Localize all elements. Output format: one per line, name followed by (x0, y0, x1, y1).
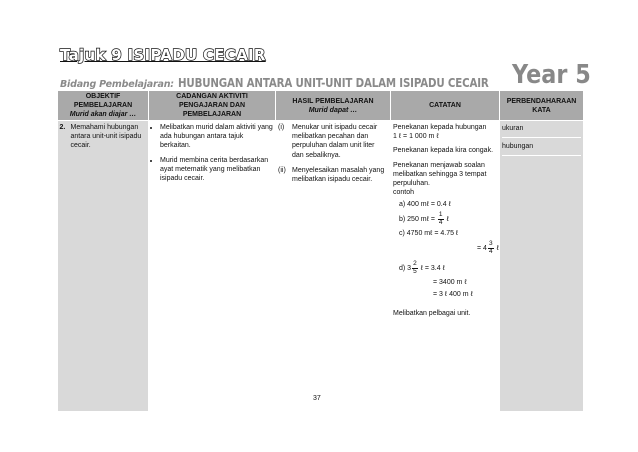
item-number: (i) (278, 124, 285, 132)
fraction: $\frac{1}{4}$ (438, 211, 443, 226)
note-text: Penekanan menjawab soalan melibatkan sehingga 3 tempat perpuluhan. (393, 161, 487, 187)
header-hasil-sub: Murid dapat … (308, 106, 358, 114)
list-item: ukuran (502, 123, 581, 138)
item-number: (ii) (278, 166, 286, 174)
learning-area-label: Bidang Pembelajaran: (60, 79, 174, 90)
list-item (278, 123, 388, 159)
example-c-step: = 4 $\frac{3}{4}$ ℓ (477, 240, 499, 255)
example-d-step: = 3 ℓ 400 m ℓ (433, 291, 473, 299)
example-d-step: = 3400 m ℓ (433, 279, 467, 287)
note-equation: 1 ℓ = 1 000 m ℓ (393, 133, 439, 141)
example-d: d) 3 $\frac{2}{5}$ ℓ = 3.4 ℓ (399, 260, 445, 275)
item-text: Menyelesaikan masalah yang melibatkan isipadu cecair. (292, 166, 385, 183)
note-text: Melibatkan pelbagai unit. (393, 310, 471, 318)
hasil-cell (276, 121, 391, 411)
objektif-cell (58, 121, 149, 411)
list-item: • Melibatkan murid dalam aktiviti yang ada hubungan antara tajuk berkaitan. (160, 123, 273, 150)
fraction: $\frac{2}{5}$ (413, 260, 417, 275)
header-catatan: CATATAN (391, 91, 500, 121)
cadangan-cell (149, 121, 276, 411)
header-cadangan: CADANGAN AKTIVITI PENGAJARAN DAN PEMBELAJARAN (149, 91, 276, 121)
note-text: Penekanan kepada kira congak. (393, 147, 494, 155)
example-c: c) 4750 mℓ = 4.75 ℓ (399, 230, 459, 238)
example-a: a) 400 mℓ = 0.4 ℓ (399, 200, 451, 208)
header-hasil: HASIL PEMBELAJARAN Murid dapat … (276, 91, 391, 121)
perbendaharaan-cell (500, 121, 584, 411)
example-label: contoh (393, 188, 415, 196)
year-label: Year 5 (512, 60, 591, 90)
page-title: Tajuk 9 ISIPADU CECAIR (60, 46, 266, 64)
header-objektif-sub: Murid akan diajar … (69, 111, 137, 119)
page-number: 37 (313, 395, 321, 402)
list-item: hubungan (502, 141, 581, 156)
learning-area (60, 75, 556, 90)
example-b: b) 250 mℓ = $\frac{1}{4}$ ℓ (399, 211, 449, 226)
list-item: • Murid membina cerita berdasarkan ayat metematik yang melibatkan isipadu cecair. (160, 156, 273, 183)
fraction: $\frac{3}{4}$ (488, 240, 493, 255)
catatan-cell (391, 121, 500, 411)
objektif-number: 2. (59, 124, 66, 132)
item-text: Menukar unit isipadu cecair melibatkan pecahan dan perpuluhan dalam unit liter dan sebaliknya. (292, 124, 378, 159)
objektif-text: Memahami hubungan antara unit-unit isipadu cecair. (70, 124, 142, 150)
learning-area-value: HUBUNGAN ANTARA UNIT-UNIT DALAM ISIPADU CECAIR (177, 75, 489, 90)
header-objektif: OBJEKTIF PEMBELAJARAN Murid akan diajar … (58, 91, 149, 121)
note-text: Penekanan kepada hubungan 1 ℓ = 1 000 m ℓ (393, 124, 487, 141)
lesson-plan-table (57, 90, 584, 411)
header-perbendaharaan: PERBENDAHARAAN KATA (500, 91, 584, 121)
list-item (278, 166, 388, 184)
